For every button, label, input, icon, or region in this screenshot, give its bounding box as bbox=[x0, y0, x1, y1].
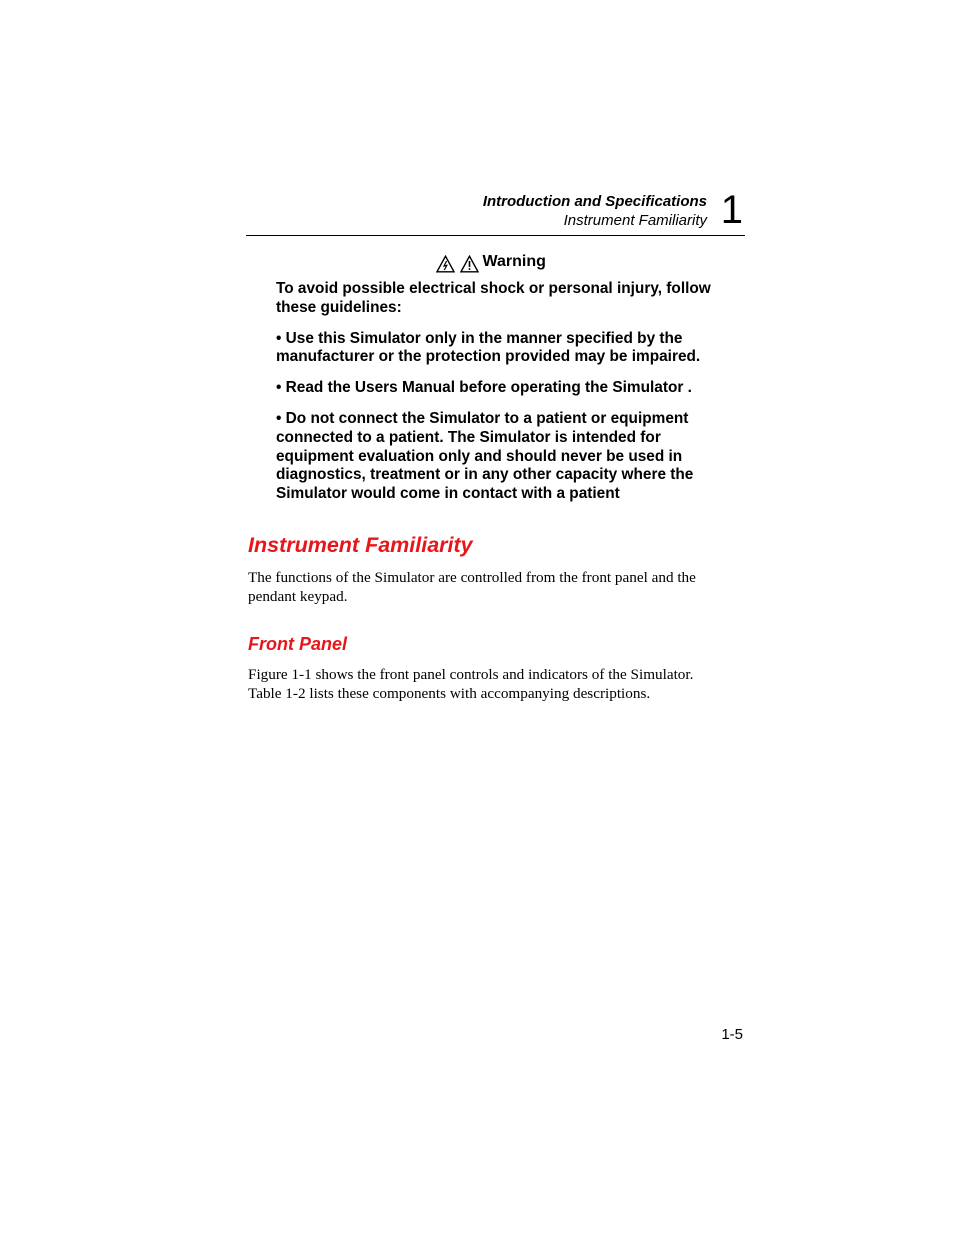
warning-title: Warning bbox=[482, 253, 546, 270]
instrument-familiarity-paragraph: The functions of the Simulator are controlled from the front panel and the pendant keypad. bbox=[248, 569, 696, 605]
warning-body bbox=[276, 280, 716, 516]
warning-item: • Do not connect the Simulator to a patient or equipment connected to a patient. The Simulator is intended for equipment evaluation only and should never be used in diagnostics, treatment or in any other capacity where the Simulator would come in contact with a patient bbox=[276, 409, 694, 503]
header-chapter-title: Introduction and Specifications bbox=[482, 193, 707, 210]
header-text bbox=[483, 192, 707, 230]
shock-hazard-icon bbox=[436, 255, 455, 273]
warning-item: • Use this Simulator only in the manner specified by the manufacturer or the protection provided may be impaired. bbox=[276, 329, 701, 366]
warning-intro: To avoid possible electrical shock or personal injury, follow these guidelines: bbox=[276, 280, 711, 316]
page-number: 1-5 bbox=[721, 1026, 743, 1043]
chapter-number: 1 bbox=[720, 188, 743, 232]
front-panel-paragraph: Figure 1-1 shows the front panel controls and indicators of the Simulator. Table 1-2 lists these components with accompanying descriptions. bbox=[248, 666, 694, 702]
warning-icons bbox=[436, 254, 478, 274]
warning-item: • Read the Users Manual before operating the Simulator . bbox=[276, 379, 692, 397]
caution-icon bbox=[460, 255, 479, 273]
header-section-title: Instrument Familiarity bbox=[563, 212, 707, 229]
subsection-heading-front-panel: Front Panel bbox=[248, 634, 348, 654]
warning-heading bbox=[276, 252, 706, 274]
running-header bbox=[246, 190, 745, 236]
section-heading-instrument-familiarity: Instrument Familiarity bbox=[248, 533, 473, 557]
